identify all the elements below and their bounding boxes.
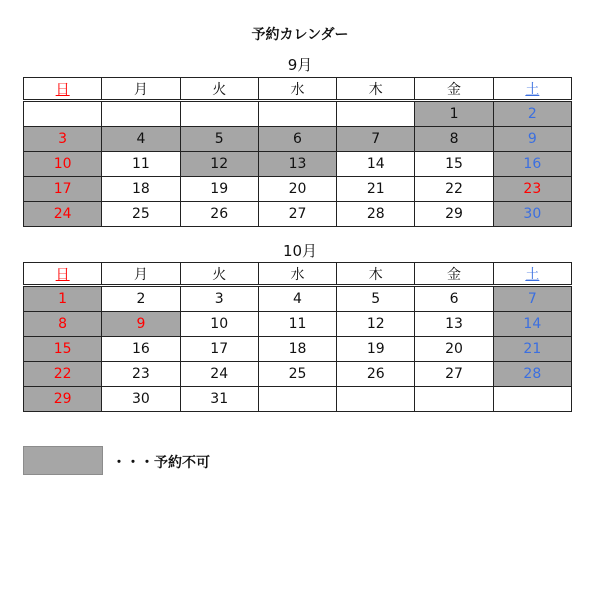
weekday-label: 月 [133,266,148,283]
day-cell[interactable]: 15 [415,152,493,177]
calendar-october [23,262,572,412]
day-cell[interactable]: 4 [102,127,180,152]
day-cell[interactable]: 1 [24,286,102,312]
week-row [24,337,572,362]
day-cell[interactable]: 27 [415,362,493,387]
weekday-label: 金 [447,266,462,283]
day-cell[interactable]: 13 [415,312,493,337]
day-cell[interactable]: 3 [180,286,258,312]
day-cell[interactable]: 21 [493,337,571,362]
month-label-october: 10月 [282,242,318,260]
empty-day-cell [258,387,336,412]
weekday-header [102,78,180,101]
weekday-label: 木 [368,81,383,98]
day-cell[interactable]: 13 [258,152,336,177]
day-cell[interactable]: 14 [493,312,571,337]
day-cell[interactable]: 8 [415,127,493,152]
weekday-header [493,263,571,286]
empty-day-cell [258,101,336,127]
weekday-label: 火 [212,81,227,98]
weekday-header [24,263,102,286]
day-cell[interactable]: 12 [180,152,258,177]
day-cell[interactable]: 24 [24,202,102,227]
week-row [24,177,572,202]
day-cell[interactable]: 25 [258,362,336,387]
day-cell[interactable]: 2 [102,286,180,312]
week-row [24,152,572,177]
day-cell[interactable]: 6 [415,286,493,312]
week-row [24,202,572,227]
day-cell[interactable]: 23 [102,362,180,387]
empty-day-cell [415,387,493,412]
day-cell[interactable]: 16 [493,152,571,177]
empty-day-cell [337,387,415,412]
day-cell[interactable]: 12 [337,312,415,337]
day-cell[interactable]: 29 [415,202,493,227]
day-cell[interactable]: 31 [180,387,258,412]
weekday-label: 土 [525,266,540,283]
day-cell[interactable]: 5 [180,127,258,152]
weekday-header [337,78,415,101]
weekday-header [493,78,571,101]
weekday-header [337,263,415,286]
day-cell[interactable]: 19 [180,177,258,202]
empty-day-cell [24,101,102,127]
day-cell[interactable]: 10 [180,312,258,337]
day-cell[interactable]: 23 [493,177,571,202]
weekday-header [258,78,336,101]
empty-day-cell [493,387,571,412]
day-cell[interactable]: 20 [415,337,493,362]
day-cell[interactable]: 7 [493,286,571,312]
day-cell[interactable]: 24 [180,362,258,387]
day-cell[interactable]: 19 [337,337,415,362]
day-cell[interactable]: 9 [102,312,180,337]
day-cell[interactable]: 5 [337,286,415,312]
week-row [24,362,572,387]
day-cell[interactable]: 27 [258,202,336,227]
weekday-header [180,263,258,286]
day-cell[interactable]: 26 [180,202,258,227]
day-cell[interactable]: 9 [493,127,571,152]
weekday-header [258,263,336,286]
week-row [24,286,572,312]
day-cell[interactable]: 22 [24,362,102,387]
day-cell[interactable]: 11 [102,152,180,177]
weekday-label: 火 [212,266,227,283]
weekday-header-row [24,263,572,286]
day-cell[interactable]: 30 [102,387,180,412]
weekday-label: 水 [290,81,305,98]
weekday-label: 土 [525,81,540,98]
day-cell[interactable]: 11 [258,312,336,337]
day-cell[interactable]: 18 [102,177,180,202]
month-label-september: 9月 [287,56,313,74]
day-cell[interactable]: 18 [258,337,336,362]
week-row [24,127,572,152]
weekday-header [24,78,102,101]
weekday-label: 日 [55,266,70,283]
empty-day-cell [102,101,180,127]
legend-unavailable-swatch [23,446,103,475]
empty-day-cell [337,101,415,127]
day-cell[interactable]: 8 [24,312,102,337]
day-cell[interactable]: 21 [337,177,415,202]
day-cell[interactable]: 4 [258,286,336,312]
day-cell[interactable]: 1 [415,101,493,127]
day-cell[interactable]: 15 [24,337,102,362]
weekday-header [180,78,258,101]
day-cell[interactable]: 16 [102,337,180,362]
weekday-label: 日 [55,81,70,98]
weekday-label: 水 [290,266,305,283]
week-row [24,387,572,412]
day-cell[interactable]: 14 [337,152,415,177]
weekday-header-row [24,78,572,101]
legend-label: ・・・予約不可 [112,455,210,471]
weekday-label: 木 [368,266,383,283]
page-title: 予約カレンダー [251,27,349,43]
day-cell[interactable]: 26 [337,362,415,387]
day-cell[interactable]: 28 [337,202,415,227]
day-cell[interactable]: 22 [415,177,493,202]
weekday-header [102,263,180,286]
day-cell[interactable]: 7 [337,127,415,152]
weekday-label: 金 [447,81,462,98]
day-cell[interactable]: 17 [24,177,102,202]
weekday-header [415,78,493,101]
day-cell[interactable]: 3 [24,127,102,152]
day-cell[interactable]: 30 [493,202,571,227]
day-cell[interactable]: 17 [180,337,258,362]
day-cell[interactable]: 2 [493,101,571,127]
weekday-label: 月 [133,81,148,98]
week-row [24,101,572,127]
day-cell[interactable]: 10 [24,152,102,177]
day-cell[interactable]: 20 [258,177,336,202]
empty-day-cell [180,101,258,127]
day-cell[interactable]: 28 [493,362,571,387]
day-cell[interactable]: 29 [24,387,102,412]
day-cell[interactable]: 25 [102,202,180,227]
week-row [24,312,572,337]
day-cell[interactable]: 6 [258,127,336,152]
calendar-september [23,77,572,227]
weekday-header [415,263,493,286]
